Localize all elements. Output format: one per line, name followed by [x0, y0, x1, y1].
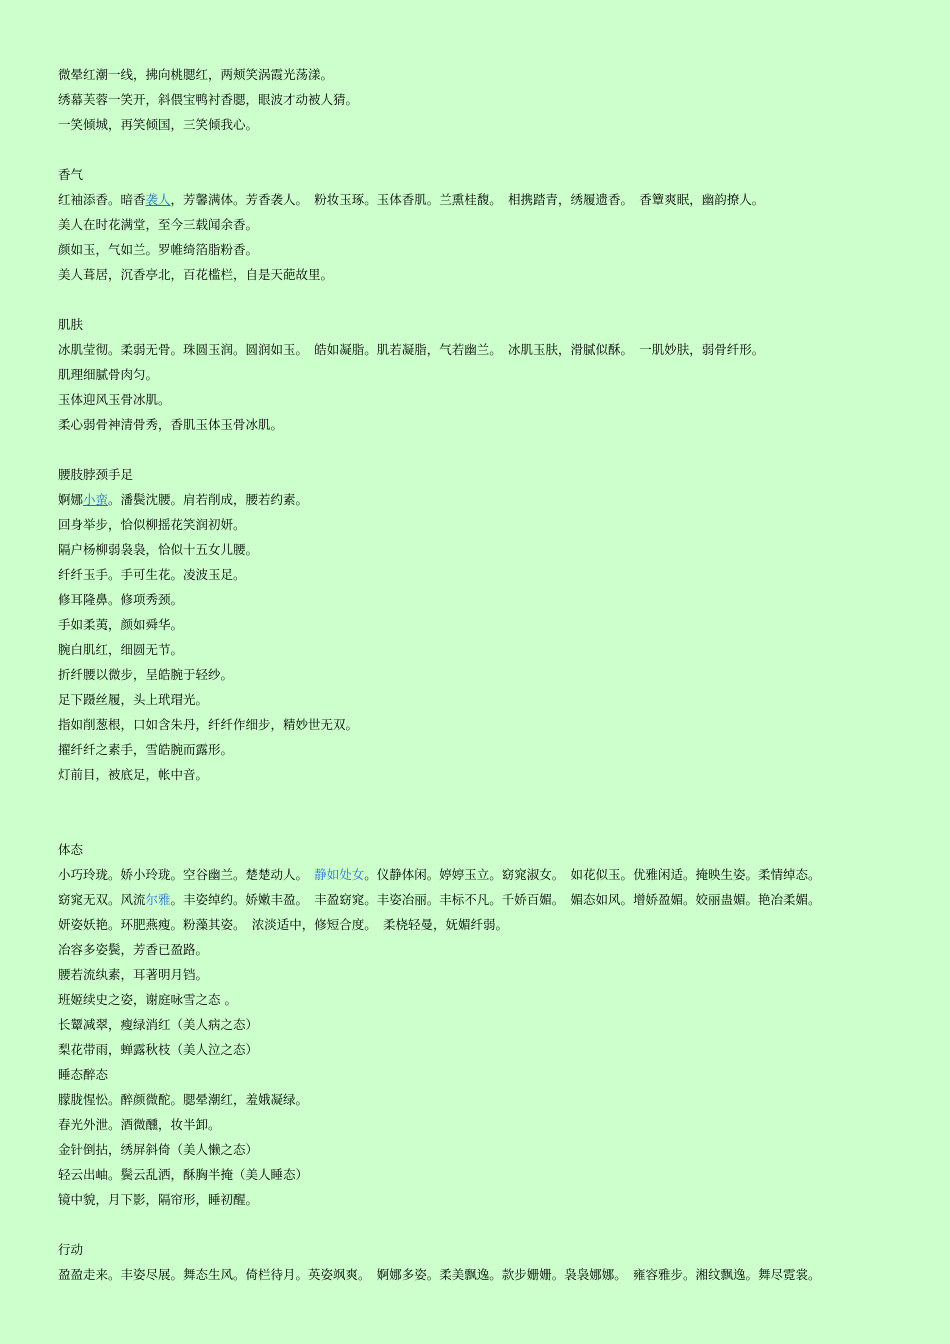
text-segment: 婀娜	[58, 492, 84, 507]
text-line: 绣幕芙蓉一笑开，斜偎宝鸭衬香腮，眼波才动被人猜。	[58, 92, 359, 107]
spacer	[58, 137, 950, 162]
text-line: 美人在时花满堂，至今三载闻余香。	[58, 217, 259, 232]
text-line: 折纤腰以微步，呈皓腕于轻纱。	[58, 667, 234, 682]
text-line: 修耳隆鼻。修项秀颈。	[58, 592, 184, 607]
text-line: 擢纤纤之素手，雪皓腕而露形。	[58, 742, 234, 757]
text-line: 金针倒拈，绣屏斜倚（美人懒之态）	[58, 1142, 259, 1157]
text-line: 长颦减翠，瘦绿消红（美人病之态）	[58, 1017, 259, 1032]
text-line: 冶容多姿鬓，芳香已盈路。	[58, 942, 209, 957]
text-line: 班姬续史之姿，谢庭咏雪之态 。	[58, 992, 237, 1007]
text-line: 纤纤玉手。手可生花。凌波玉足。	[58, 567, 246, 582]
text-line: 柔心弱骨神清骨秀，香肌玉体玉骨冰肌。	[58, 417, 284, 432]
text-line: 镜中貌，月下影，隔帘形，睡初醒。	[58, 1192, 259, 1207]
section-heading-skin: 肌肤	[58, 317, 84, 332]
text-line: 一笑倾城，再笑倾国，三笑倾我心。	[58, 117, 259, 132]
text-line: 腕白肌红，细圆无节。	[58, 642, 184, 657]
spacer	[58, 1212, 950, 1237]
text-line: 腰若流纨素，耳著明月铛。	[58, 967, 209, 982]
text-line: 隔户杨柳弱袅袅，恰似十五女儿腰。	[58, 542, 259, 557]
text-line: 灯前目，被底足，帐中音。	[58, 767, 209, 782]
text-line: 手如柔荑，颜如舜华。	[58, 617, 184, 632]
text-line	[58, 887, 950, 912]
text-line: 朦胧惺忪。醉颜微酡。腮晕潮红，羞娥凝绿。	[58, 1092, 309, 1107]
text-segment: 。潘鬓沈腰。肩若削成，腰若约素。	[108, 492, 309, 507]
text-line	[58, 862, 950, 887]
text-line: 指如削葱根，口如含朱丹，纤纤作细步，精妙世无双。	[58, 717, 359, 732]
text-line: 肌理细腻骨肉匀。	[58, 367, 159, 382]
highlighted-term: 尔雅	[145, 892, 171, 907]
text-segment: 红袖添香。暗香	[58, 192, 146, 207]
text-line: 回身举步，恰似柳摇花笑润初妍。	[58, 517, 246, 532]
text-line: 美人葺居，沉香亭北，百花槛栏，自是天葩故里。	[58, 267, 334, 282]
hyperlink-xiren[interactable]: 袭人	[145, 192, 171, 207]
spacer	[58, 287, 950, 312]
section-heading-body: 腰肢脖颈手足	[58, 467, 134, 482]
text-line: 冰肌莹彻。柔弱无骨。珠圆玉润。圆润如玉。 皓如凝脂。肌若凝脂，气若幽兰。 冰肌玉肤，滑腻似酥。 一肌妙肤，弱骨纤形。	[58, 342, 765, 357]
subsection-heading-sleep: 睡态醉态	[58, 1067, 109, 1082]
text-line	[58, 187, 950, 212]
text-segment: 。丰姿绰约。娇嫩丰盈。 丰盈窈窕。丰姿冶丽。丰标不凡。千娇百媚。 媚态如风。增娇盈媚。姣丽蛊媚。艳冶柔媚。	[170, 892, 821, 907]
text-segment: 窈窕无双。风流	[58, 892, 146, 907]
text-line	[58, 487, 950, 512]
text-line: 梨花带雨，蝉露秋枝（美人泣之态）	[58, 1042, 259, 1057]
text-segment: 小巧玲珑。娇小玲珑。空谷幽兰。楚楚动人。	[58, 867, 315, 882]
text-line: 春光外泄。酒微醺，妆半卸。	[58, 1117, 221, 1132]
section-heading-posture: 体态	[58, 842, 84, 857]
section-heading-movement: 行动	[58, 1242, 84, 1257]
text-line: 微晕红潮一线，拂向桃腮红，两颊笑涡霞光荡漾。	[58, 67, 334, 82]
text-line: 足下蹑丝履，头上玳瑁光。	[58, 692, 209, 707]
spacer	[58, 437, 950, 462]
section-heading-fragrance: 香气	[58, 167, 84, 182]
text-segment: ，芳馨满体。芳香袭人。 粉妆玉琢。玉体香肌。兰熏桂馥。 相携踏青，绣履遗香。 香簟爽眠，幽韵撩人。	[170, 192, 765, 207]
text-segment: 。仪静体闲。婷婷玉立。窈窕淑女。 如花似玉。优雅闲适。掩映生姿。柔情绰态。	[364, 867, 821, 882]
text-line: 轻云出岫。鬓云乱洒，酥胸半掩（美人睡态）	[58, 1167, 309, 1182]
text-line: 颜如玉，气如兰。罗帷绮箔脂粉香。	[58, 242, 259, 257]
text-line: 玉体迎风玉骨冰肌。	[58, 392, 171, 407]
text-line: 妍姿妖艳。环肥燕瘦。粉藻其姿。 浓淡适中，修短合度。 柔桡轻曼，妩媚纤弱。	[58, 917, 509, 932]
spacer	[58, 787, 950, 837]
hyperlink-xiaoman[interactable]: 小蛮	[83, 492, 109, 507]
highlighted-term: 静如处女	[314, 867, 365, 882]
text-line: 盈盈走来。丰姿尽展。舞态生风。倚栏待月。英姿飒爽。 婀娜多姿。柔美飘逸。款步姗姗。袅袅娜娜。 雍容雅步。湘纹飘逸。舞尽霓裳。	[58, 1267, 821, 1282]
